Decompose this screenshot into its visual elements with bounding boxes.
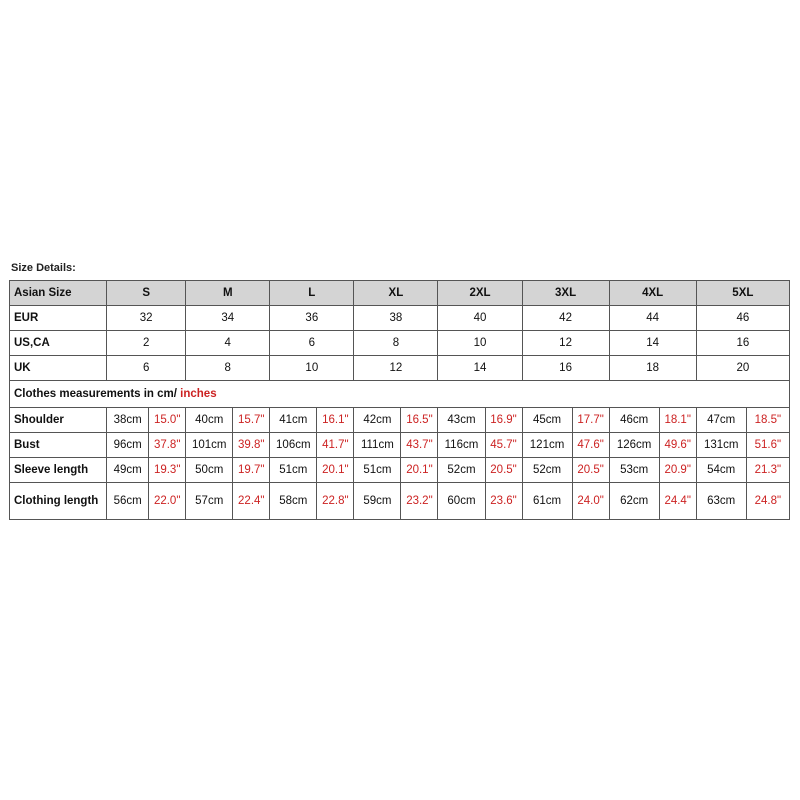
size-header: L <box>270 281 354 306</box>
inch-value: 18.1" <box>659 408 696 433</box>
size-value: 12 <box>522 331 609 356</box>
cm-value: 106cm <box>270 433 317 458</box>
inch-value: 43.7" <box>401 433 438 458</box>
inch-value: 22.0" <box>149 483 186 520</box>
inch-value: 20.1" <box>317 458 354 483</box>
table-row <box>10 306 790 331</box>
cm-value: 38cm <box>107 408 149 433</box>
size-value: 34 <box>186 306 270 331</box>
inch-value: 51.6" <box>746 433 789 458</box>
inch-value: 22.8" <box>317 483 354 520</box>
size-value: 10 <box>438 331 522 356</box>
inch-value: 19.3" <box>149 458 186 483</box>
measurement-label: Clothing length <box>10 483 107 520</box>
cm-value: 126cm <box>609 433 659 458</box>
inch-value: 20.5" <box>485 458 522 483</box>
size-header: M <box>186 281 270 306</box>
header-label: Asian Size <box>10 281 107 306</box>
inch-value: 15.0" <box>149 408 186 433</box>
size-value: 10 <box>270 356 354 381</box>
size-value: 14 <box>438 356 522 381</box>
cm-value: 58cm <box>270 483 317 520</box>
table-row <box>10 483 790 520</box>
size-value: 6 <box>270 331 354 356</box>
table-row <box>10 433 790 458</box>
cm-value: 52cm <box>522 458 572 483</box>
inch-value: 15.7" <box>233 408 270 433</box>
inch-value: 47.6" <box>572 433 609 458</box>
inch-value: 16.9" <box>485 408 522 433</box>
inch-value: 39.8" <box>233 433 270 458</box>
inch-value: 22.4" <box>233 483 270 520</box>
inch-value: 24.8" <box>746 483 789 520</box>
cm-value: 53cm <box>609 458 659 483</box>
measurement-label: Shoulder <box>10 408 107 433</box>
size-value: 16 <box>522 356 609 381</box>
size-value: 12 <box>354 356 438 381</box>
inch-value: 21.3" <box>746 458 789 483</box>
inch-value: 19.7" <box>233 458 270 483</box>
cm-value: 63cm <box>696 483 746 520</box>
size-value: 4 <box>186 331 270 356</box>
cm-value: 96cm <box>107 433 149 458</box>
inch-value: 16.1" <box>317 408 354 433</box>
section-title <box>10 381 790 408</box>
table-header-row <box>10 281 790 306</box>
size-value: 8 <box>354 331 438 356</box>
inch-value: 20.5" <box>572 458 609 483</box>
table-row <box>10 356 790 381</box>
measurement-label: Sleeve length <box>10 458 107 483</box>
inch-value: 23.2" <box>401 483 438 520</box>
row-label: UK <box>10 356 107 381</box>
cm-value: 51cm <box>354 458 401 483</box>
inch-value: 20.9" <box>659 458 696 483</box>
size-value: 2 <box>107 331 186 356</box>
size-value: 14 <box>609 331 696 356</box>
size-header: XL <box>354 281 438 306</box>
size-value: 16 <box>696 331 789 356</box>
section-title-highlight: inches <box>180 388 217 400</box>
inch-value: 37.8" <box>149 433 186 458</box>
cm-value: 43cm <box>438 408 485 433</box>
size-value: 44 <box>609 306 696 331</box>
inch-value: 20.1" <box>401 458 438 483</box>
cm-value: 56cm <box>107 483 149 520</box>
size-value: 20 <box>696 356 789 381</box>
table-row <box>10 458 790 483</box>
cm-value: 50cm <box>186 458 233 483</box>
size-chart-table <box>9 280 790 520</box>
size-header: 2XL <box>438 281 522 306</box>
cm-value: 42cm <box>354 408 401 433</box>
inch-value: 24.0" <box>572 483 609 520</box>
cm-value: 121cm <box>522 433 572 458</box>
size-value: 46 <box>696 306 789 331</box>
cm-value: 60cm <box>438 483 485 520</box>
size-value: 36 <box>270 306 354 331</box>
inch-value: 45.7" <box>485 433 522 458</box>
size-value: 6 <box>107 356 186 381</box>
cm-value: 51cm <box>270 458 317 483</box>
inch-value: 17.7" <box>572 408 609 433</box>
size-header: S <box>107 281 186 306</box>
cm-value: 62cm <box>609 483 659 520</box>
cm-value: 49cm <box>107 458 149 483</box>
size-value: 40 <box>438 306 522 331</box>
section-row <box>10 381 790 408</box>
inch-value: 23.6" <box>485 483 522 520</box>
table-row <box>10 331 790 356</box>
inch-value: 18.5" <box>746 408 789 433</box>
size-value: 42 <box>522 306 609 331</box>
cm-value: 116cm <box>438 433 485 458</box>
cm-value: 57cm <box>186 483 233 520</box>
table-row <box>10 408 790 433</box>
size-value: 38 <box>354 306 438 331</box>
cm-value: 111cm <box>354 433 401 458</box>
cm-value: 45cm <box>522 408 572 433</box>
cm-value: 41cm <box>270 408 317 433</box>
cm-value: 59cm <box>354 483 401 520</box>
cm-value: 131cm <box>696 433 746 458</box>
measurement-label: Bust <box>10 433 107 458</box>
inch-value: 41.7" <box>317 433 354 458</box>
size-header: 3XL <box>522 281 609 306</box>
cm-value: 61cm <box>522 483 572 520</box>
size-header: 5XL <box>696 281 789 306</box>
cm-value: 47cm <box>696 408 746 433</box>
cm-value: 52cm <box>438 458 485 483</box>
inch-value: 24.4" <box>659 483 696 520</box>
row-label: US,CA <box>10 331 107 356</box>
size-value: 32 <box>107 306 186 331</box>
size-value: 8 <box>186 356 270 381</box>
cm-value: 46cm <box>609 408 659 433</box>
cm-value: 101cm <box>186 433 233 458</box>
size-header: 4XL <box>609 281 696 306</box>
size-value: 18 <box>609 356 696 381</box>
cm-value: 40cm <box>186 408 233 433</box>
cm-value: 54cm <box>696 458 746 483</box>
section-title-prefix: Clothes measurements in cm/ <box>14 388 181 400</box>
inch-value: 49.6" <box>659 433 696 458</box>
inch-value: 16.5" <box>401 408 438 433</box>
size-details-caption: Size Details: <box>11 262 76 274</box>
row-label: EUR <box>10 306 107 331</box>
